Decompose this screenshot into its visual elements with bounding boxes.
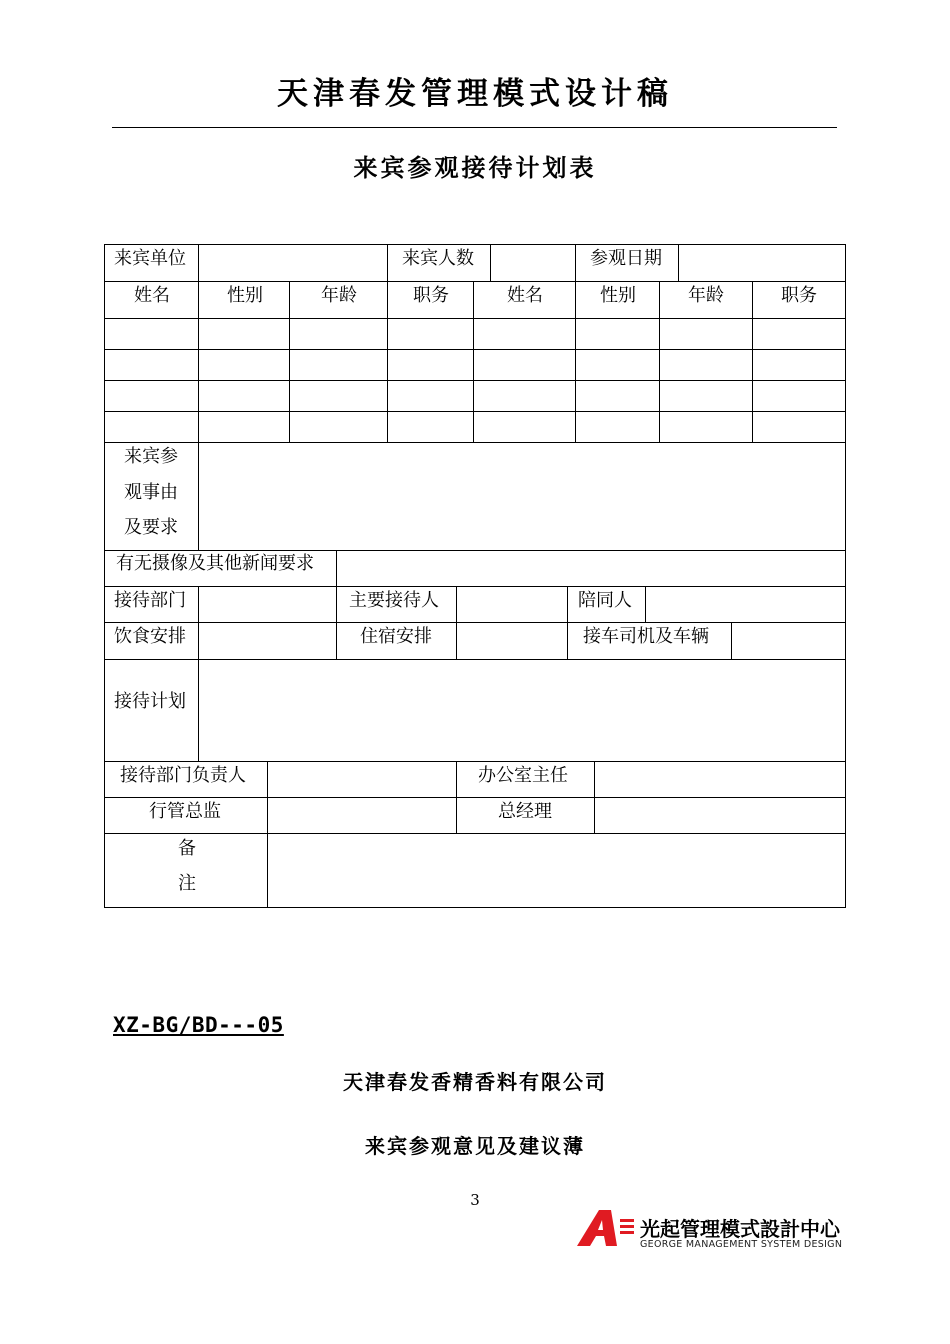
- guest-count-label: 来宾人数: [402, 248, 474, 269]
- guest-row-1-cell[interactable]: [752, 318, 846, 350]
- reception-plan-label: 接待计划: [114, 691, 186, 712]
- logo-subtitle: GEORGE MANAGEMENT SYSTEM DESIGN: [640, 1239, 843, 1250]
- visit-purpose-label-line-1: 来宾参: [124, 446, 178, 467]
- office-director-label: 办公室主任: [478, 765, 568, 786]
- column-header-position: 职务: [387, 281, 474, 319]
- office-director-label-cell: [456, 761, 595, 798]
- reception-dept-label-cell: [104, 586, 199, 623]
- companion-label: 陪同人: [578, 590, 632, 611]
- guest-row-3-cell[interactable]: [575, 380, 660, 412]
- remarks-label-line-2: 注: [178, 873, 196, 894]
- guest-row-1-cell[interactable]: [387, 318, 474, 350]
- guest-row-2-cell[interactable]: [104, 349, 199, 381]
- lodging-label-cell: [336, 622, 457, 660]
- remarks-label-cell: [104, 833, 268, 908]
- guest-row-4-cell[interactable]: [198, 411, 290, 443]
- dept-head-label-cell: [104, 761, 268, 798]
- office-director-field[interactable]: [594, 761, 846, 798]
- column-header-gender-2: 性别: [575, 281, 660, 319]
- page-number: 3: [470, 1191, 480, 1209]
- guest-row-2-cell[interactable]: [289, 349, 388, 381]
- guest-row-2-cell[interactable]: [198, 349, 290, 381]
- guest-row-4-cell[interactable]: [473, 411, 576, 443]
- guest-row-1-cell[interactable]: [659, 318, 753, 350]
- companion-field[interactable]: [645, 586, 846, 623]
- column-header-position-2: 职务: [752, 281, 846, 319]
- guest-row-4-cell[interactable]: [575, 411, 660, 443]
- guest-row-3-cell[interactable]: [387, 380, 474, 412]
- admin-director-label-cell: [104, 797, 268, 834]
- reception-dept-field[interactable]: [198, 586, 337, 623]
- main-host-field[interactable]: [456, 586, 568, 623]
- dept-head-label: 接待部门负责人: [120, 765, 246, 786]
- document-code: XZ-BG/BD---05: [113, 1013, 284, 1037]
- reception-plan-label-cell: [104, 659, 199, 762]
- driver-vehicle-field[interactable]: [731, 622, 846, 660]
- meal-field[interactable]: [198, 622, 337, 660]
- visit-purpose-label-cell: [104, 442, 199, 551]
- guest-row-3-cell[interactable]: [752, 380, 846, 412]
- media-request-field[interactable]: [336, 550, 846, 587]
- general-manager-field[interactable]: [594, 797, 846, 834]
- general-manager-label-cell: [456, 797, 595, 834]
- driver-vehicle-label: 接车司机及车辆: [583, 626, 709, 647]
- guest-count-field[interactable]: [490, 244, 576, 282]
- guest-row-2-cell[interactable]: [387, 349, 474, 381]
- guest-row-4-cell[interactable]: [289, 411, 388, 443]
- guest-count-label-cell: [387, 244, 491, 282]
- logo-text: 光起管理模式設計中心: [640, 1217, 840, 1241]
- document-title: 天津春发管理模式设计稿: [277, 76, 673, 112]
- column-header-name-2: 姓名: [473, 281, 576, 319]
- reception-dept-label: 接待部门: [114, 590, 186, 611]
- guest-row-4-cell[interactable]: [104, 411, 199, 443]
- title-divider: [112, 127, 837, 128]
- meal-label: 饮食安排: [114, 626, 186, 647]
- guest-row-1-cell[interactable]: [289, 318, 388, 350]
- guest-row-1-cell[interactable]: [575, 318, 660, 350]
- visit-purpose-field[interactable]: [198, 442, 846, 551]
- guest-row-3-cell[interactable]: [198, 380, 290, 412]
- column-header-name: 姓名: [104, 281, 199, 319]
- media-request-label-cell: [104, 550, 337, 587]
- visit-date-label: 参观日期: [590, 248, 662, 269]
- guest-unit-label: 来宾单位: [114, 248, 186, 269]
- guest-unit-label-cell: [104, 244, 199, 282]
- visit-date-field[interactable]: [678, 244, 846, 282]
- general-manager-label: 总经理: [498, 801, 552, 822]
- driver-vehicle-label-cell: [567, 622, 732, 660]
- reception-plan-field[interactable]: [198, 659, 846, 762]
- form-title: 来宾参观接待计划表: [353, 153, 597, 182]
- next-form-title: 来宾参观意见及建议薄: [365, 1134, 585, 1158]
- company-name: 天津春发香精香料有限公司: [343, 1070, 607, 1094]
- companion-label-cell: [567, 586, 646, 623]
- meal-label-cell: [104, 622, 199, 660]
- admin-director-field[interactable]: [267, 797, 457, 834]
- guest-row-2-cell[interactable]: [752, 349, 846, 381]
- visit-purpose-label-line-2: 观事由: [124, 482, 178, 503]
- guest-row-3-cell[interactable]: [659, 380, 753, 412]
- main-host-label: 主要接待人: [349, 590, 439, 611]
- admin-director-label: 行管总监: [149, 801, 221, 822]
- logo-a-icon: [575, 1208, 637, 1248]
- guest-row-1-cell[interactable]: [104, 318, 199, 350]
- guest-row-1-cell[interactable]: [198, 318, 290, 350]
- guest-row-2-cell[interactable]: [473, 349, 576, 381]
- lodging-field[interactable]: [456, 622, 568, 660]
- guest-row-3-cell[interactable]: [289, 380, 388, 412]
- main-host-label-cell: [336, 586, 457, 623]
- dept-head-field[interactable]: [267, 761, 457, 798]
- guest-row-2-cell[interactable]: [575, 349, 660, 381]
- lodging-label: 住宿安排: [360, 626, 432, 647]
- guest-row-3-cell[interactable]: [104, 380, 199, 412]
- visit-date-label-cell: [575, 244, 679, 282]
- visit-purpose-label-line-3: 及要求: [124, 517, 178, 538]
- column-header-gender: 性别: [198, 281, 290, 319]
- remarks-field[interactable]: [267, 833, 846, 908]
- guest-row-4-cell[interactable]: [387, 411, 474, 443]
- remarks-label-line-1: 备: [178, 838, 196, 859]
- column-header-age: 年龄: [289, 281, 388, 319]
- guest-row-4-cell[interactable]: [752, 411, 846, 443]
- media-request-label: 有无摄像及其他新闻要求: [116, 553, 314, 574]
- guest-unit-field[interactable]: [198, 244, 388, 282]
- guest-row-1-cell[interactable]: [473, 318, 576, 350]
- guest-row-3-cell[interactable]: [473, 380, 576, 412]
- guest-row-2-cell[interactable]: [659, 349, 753, 381]
- column-header-age-2: 年龄: [659, 281, 753, 319]
- guest-row-4-cell[interactable]: [659, 411, 753, 443]
